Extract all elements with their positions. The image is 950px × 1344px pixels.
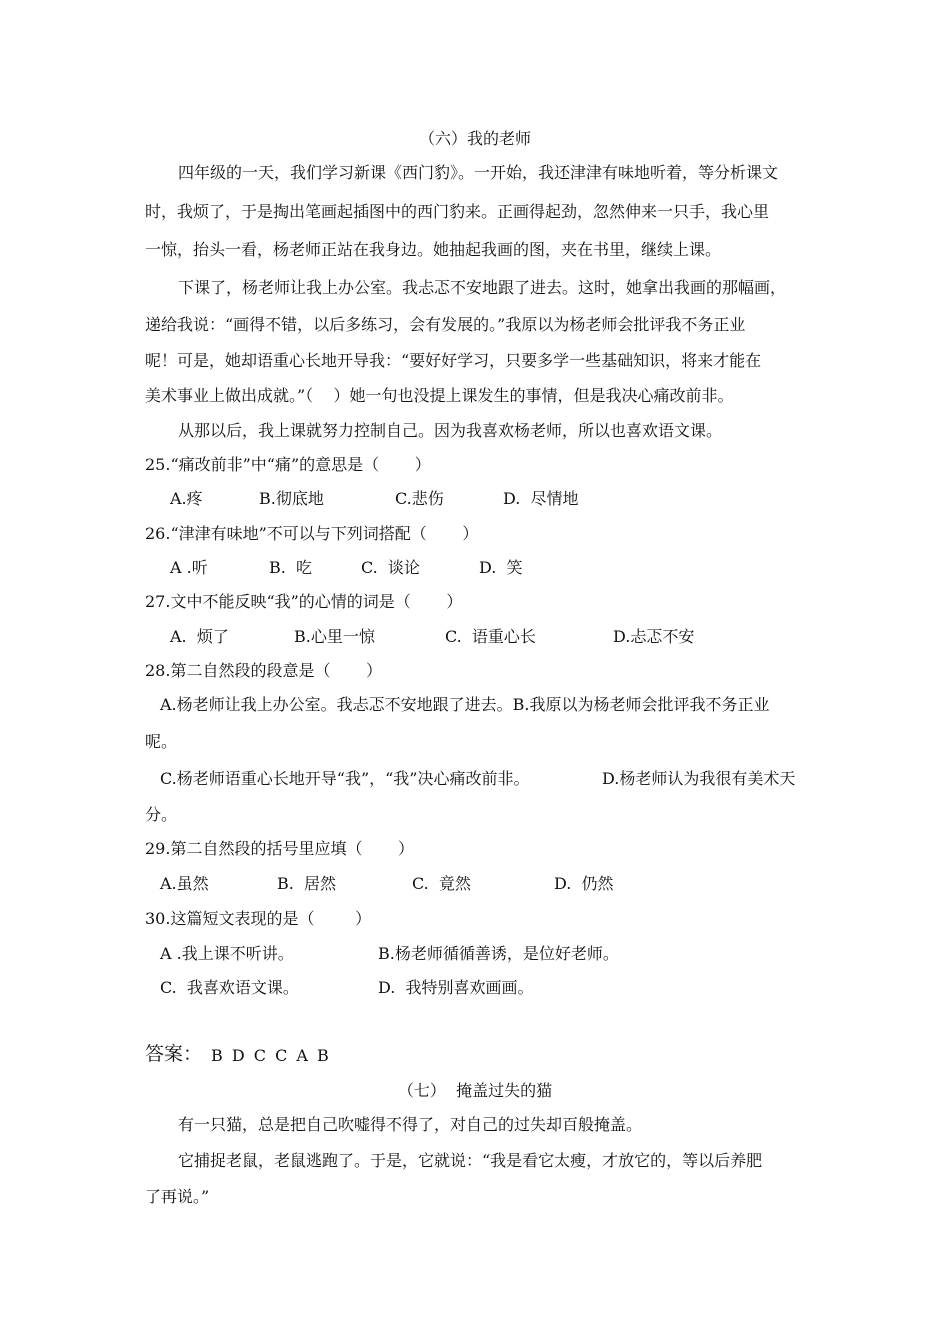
paragraph-1-line-2: 时，我烦了，于是掏出笔画起插图中的西门豹来。正画得起劲，忽然伸来一只手，我心里 (145, 202, 770, 221)
question-28-options-line-1: A.杨老师让我上办公室。我忐忑不安地跟了进去。B.我原以为杨老师会批评我不务正业 (160, 695, 770, 714)
story-paragraph-1: 有一只猫，总是把自己吹嘘得不得了，对自己的过失却百般掩盖。 (178, 1115, 643, 1134)
question-25-option-a: A.疼 (170, 489, 203, 508)
question-28-options-line-2: 呢。 (145, 732, 178, 751)
question-27-stem: 27.文中不能反映“我”的心情的词是（ ） (145, 592, 463, 611)
question-29-option-b: B. 居然 (277, 874, 337, 893)
question-26-option-c: C. 谈论 (361, 558, 420, 577)
answer-value: B D C C A B (211, 1046, 329, 1065)
question-29-option-a: A.虽然 (160, 874, 209, 893)
paragraph-2-line-2: 递给我说：“画得不错，以后多练习，会有发展的。”我原以为杨老师会批评我不务正业 (145, 315, 746, 334)
question-27-option-d: D.忐忑不安 (613, 627, 695, 646)
question-30-option-a: A .我上课不听讲。 (160, 944, 294, 963)
paragraph-2-line-3: 呢！可是，她却语重心长地开导我：“要好好学习，只要多学一些基础知识，将来才能在 (145, 351, 762, 370)
paragraph-1-line-3: 一惊，抬头一看，杨老师正站在我身边。她抽起我画的图，夹在书里，继续上课。 (145, 240, 722, 259)
question-30-option-d: D. 我特别喜欢画画。 (378, 978, 534, 997)
question-25-option-d: D. 尽情地 (503, 489, 579, 508)
question-26-stem: 26.“津津有味地”不可以与下列词搭配（ ） (145, 524, 479, 543)
question-28-option-c: C.杨老师语重心长地开导“我”，“我”决心痛改前非。 (160, 769, 530, 788)
question-27-option-b: B.心里一惊 (294, 627, 375, 646)
question-29-option-c: C. 竟然 (412, 874, 471, 893)
section-6-title: （六）我的老师 (418, 129, 531, 148)
question-27-option-a: A. 烦了 (170, 627, 229, 646)
paragraph-2-line-4: 美术事业上做出成就。”（ ）她一句也没提上课发生的事情，但是我决心痛改前非。 (145, 386, 734, 405)
answer-label: 答案： (145, 1043, 203, 1065)
question-30-stem: 30.这篇短文表现的是（ ） (145, 909, 372, 928)
paragraph-2-line-1: 下课了，杨老师让我上办公室。我忐忑不安地跟了进去。这时，她拿出我画的那幅画， (178, 278, 787, 297)
story-paragraph-2-line-2: 了再说。” (145, 1187, 210, 1206)
question-25-option-c: C.悲伤 (395, 489, 444, 508)
section-7-title: （七） 掩盖过失的猫 (397, 1081, 553, 1100)
question-28-options-line-4: 分。 (145, 805, 178, 824)
question-26-option-b: B. 吃 (269, 558, 313, 577)
question-27-option-c: C. 语重心长 (445, 627, 536, 646)
question-30-option-c: C. 我喜欢语文课。 (160, 978, 299, 997)
question-28-option-d: D.杨老师认为我很有美术天 (602, 769, 796, 788)
question-26-option-a: A .听 (170, 558, 208, 577)
paragraph-1-line-1: 四年级的一天，我们学习新课《西门豹》。一开始，我还津津有味地听着，等分析课文 (178, 163, 779, 182)
question-26-option-d: D. 笑 (479, 558, 523, 577)
question-25-option-b: B.彻底地 (259, 489, 324, 508)
story-paragraph-2-line-1: 它捕捉老鼠，老鼠逃跑了。于是，它就说：“我是看它太瘦，才放它的，等以后养肥 (178, 1151, 763, 1170)
paragraph-3: 从那以后，我上课就努力控制自己。因为我喜欢杨老师，所以也喜欢语文课。 (178, 421, 723, 440)
question-25-stem: 25.“痛改前非”中“痛”的意思是（ ） (145, 455, 431, 474)
question-29-option-d: D. 仍然 (554, 874, 614, 893)
question-30-option-b: B.杨老师循循善诱，是位好老师。 (378, 944, 619, 963)
question-29-stem: 29.第二自然段的括号里应填（ ） (145, 839, 415, 858)
question-28-stem: 28.第二自然段的段意是（ ） (145, 661, 383, 680)
